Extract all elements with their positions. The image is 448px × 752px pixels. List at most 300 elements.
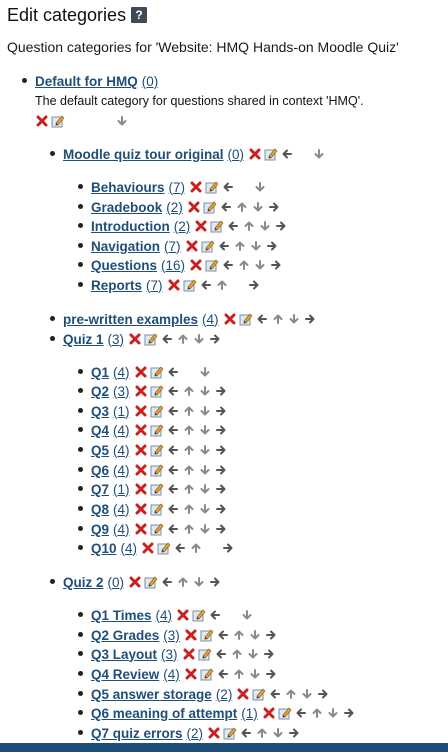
move-down-icon[interactable]	[198, 522, 212, 536]
list-bullet	[50, 316, 55, 321]
category-link[interactable]: Navigation	[91, 238, 161, 254]
move-right-icon[interactable]	[342, 706, 356, 720]
move-right-icon[interactable]	[269, 258, 283, 272]
move-right-icon[interactable]	[214, 502, 228, 516]
list-bullet	[78, 632, 83, 637]
list-bullet	[78, 427, 83, 432]
edit-icon[interactable]	[198, 647, 212, 661]
move-down-icon[interactable]	[192, 332, 206, 346]
page-subtitle: Question categories for 'Website: HMQ Hands-on Moodle Quiz'	[7, 39, 399, 55]
move-up-icon[interactable]	[215, 278, 229, 292]
move-down-icon[interactable]	[248, 667, 262, 681]
category-row	[63, 310, 319, 328]
move-left-icon[interactable]	[226, 219, 240, 233]
edit-icon[interactable]	[150, 502, 164, 516]
category-link[interactable]: Q1	[91, 364, 110, 380]
icon-spacer	[99, 114, 113, 128]
delete-icon[interactable]	[262, 706, 276, 720]
category-row	[91, 480, 230, 498]
category-row	[91, 421, 230, 439]
delete-icon[interactable]	[141, 541, 155, 555]
category-link[interactable]: Q2	[91, 383, 110, 399]
category-actions	[182, 647, 278, 661]
move-right-icon[interactable]	[214, 463, 228, 477]
category-actions	[248, 147, 328, 161]
edit-icon[interactable]	[150, 463, 164, 477]
edit-icon[interactable]	[157, 541, 171, 555]
question-count-link[interactable]: (3)	[161, 646, 178, 662]
category-link[interactable]: Q4 Review	[91, 666, 160, 682]
edit-icon[interactable]	[150, 423, 164, 437]
page-header	[7, 4, 147, 26]
edit-icon[interactable]	[200, 667, 214, 681]
category-actions	[128, 575, 224, 589]
category-actions	[134, 404, 230, 418]
category-link[interactable]: Q5 answer storage	[91, 686, 212, 702]
question-count-link[interactable]: (7)	[168, 179, 186, 195]
category-actions	[194, 219, 290, 233]
move-up-icon[interactable]	[176, 332, 190, 346]
category-link[interactable]: Q7 quiz errors	[91, 725, 183, 741]
category-link[interactable]: Moodle quiz tour original	[63, 146, 224, 162]
list-bullet	[78, 262, 83, 267]
edit-icon[interactable]	[239, 312, 253, 326]
delete-icon[interactable]	[189, 180, 203, 194]
edit-icon[interactable]	[144, 332, 158, 346]
category-row	[91, 500, 230, 518]
question-count-link[interactable]: (4)	[155, 607, 173, 623]
move-up-icon[interactable]	[182, 522, 196, 536]
move-left-icon[interactable]	[166, 365, 180, 379]
list-bullet	[78, 282, 83, 287]
category-link[interactable]: Quiz 2	[63, 574, 104, 590]
question-count-link[interactable]: (0)	[107, 574, 125, 590]
list-bullet	[78, 447, 83, 452]
list-bullet	[78, 486, 83, 491]
category-actions	[187, 200, 283, 214]
category-actions	[262, 706, 358, 720]
move-up-icon[interactable]	[255, 726, 269, 740]
move-down-icon[interactable]	[248, 628, 262, 642]
move-right-icon[interactable]	[221, 541, 235, 555]
category-description: The default category for questions shared in context 'HMQ'.	[35, 94, 364, 108]
list-bullet	[78, 651, 83, 656]
move-down-icon[interactable]	[198, 404, 212, 418]
move-right-icon[interactable]	[214, 423, 228, 437]
question-count-link[interactable]: (0)	[227, 146, 244, 162]
page-title: Edit categories	[7, 5, 127, 25]
category-row-default	[35, 72, 158, 90]
question-count-link[interactable]: (2)	[173, 218, 191, 234]
edit-icon[interactable]	[278, 706, 292, 720]
move-left-icon[interactable]	[221, 258, 235, 272]
move-up-icon[interactable]	[182, 404, 196, 418]
move-down-icon[interactable]	[198, 423, 212, 437]
delete-icon[interactable]	[187, 200, 201, 214]
move-down-icon[interactable]	[258, 219, 272, 233]
move-right-icon[interactable]	[214, 443, 228, 457]
move-down-icon[interactable]	[253, 258, 267, 272]
move-down-icon[interactable]	[271, 726, 285, 740]
move-up-icon[interactable]	[237, 258, 251, 272]
icon-spacer	[237, 180, 251, 194]
move-down-icon[interactable]	[198, 365, 212, 379]
move-left-icon[interactable]	[166, 423, 180, 437]
move-right-icon[interactable]	[214, 482, 228, 496]
category-row	[91, 441, 230, 459]
move-left-icon[interactable]	[216, 628, 230, 642]
icon-spacer	[231, 278, 245, 292]
category-row	[91, 178, 269, 196]
move-down-icon[interactable]	[287, 312, 301, 326]
category-row	[91, 724, 303, 742]
move-right-icon[interactable]	[247, 278, 261, 292]
question-count-link[interactable]: (4)	[113, 501, 130, 517]
edit-icon[interactable]	[150, 365, 164, 379]
question-count-link[interactable]: (1)	[113, 403, 130, 419]
move-left-icon[interactable]	[216, 667, 230, 681]
move-down-icon[interactable]	[300, 687, 314, 701]
move-down-icon[interactable]	[249, 239, 263, 253]
category-actions	[128, 332, 224, 346]
category-row	[91, 198, 283, 216]
question-count-link[interactable]: (16)	[161, 257, 186, 273]
delete-icon[interactable]	[128, 332, 142, 346]
move-down-icon[interactable]	[198, 463, 212, 477]
category-row	[91, 626, 280, 644]
list-bullet	[78, 204, 83, 209]
move-up-icon[interactable]	[232, 667, 246, 681]
category-link[interactable]: Q10	[91, 540, 117, 556]
move-left-icon[interactable]	[160, 332, 174, 346]
category-link[interactable]: Questions	[91, 257, 158, 273]
category-row	[91, 237, 281, 255]
category-row	[91, 217, 290, 235]
delete-icon[interactable]	[128, 575, 142, 589]
move-right-icon[interactable]	[264, 667, 278, 681]
question-count-link[interactable]: (4)	[163, 666, 180, 682]
edit-icon[interactable]	[264, 147, 278, 161]
category-link[interactable]: Q3	[91, 403, 110, 419]
category-row	[63, 573, 224, 591]
move-right-icon[interactable]	[265, 239, 279, 253]
category-row	[91, 606, 256, 624]
move-up-icon[interactable]	[182, 443, 196, 457]
move-up-icon[interactable]	[176, 575, 190, 589]
category-link[interactable]: Gradebook	[91, 199, 163, 215]
edit-icon[interactable]	[210, 219, 224, 233]
move-up-icon[interactable]	[310, 706, 324, 720]
move-left-icon[interactable]	[217, 239, 231, 253]
edit-icon[interactable]	[205, 258, 219, 272]
list-bullet	[78, 730, 83, 735]
delete-icon[interactable]	[182, 647, 196, 661]
edit-icon[interactable]	[150, 522, 164, 536]
delete-icon[interactable]	[134, 502, 148, 516]
category-row	[91, 704, 358, 722]
move-left-icon[interactable]	[173, 541, 187, 555]
delete-icon[interactable]	[223, 312, 237, 326]
move-left-icon[interactable]	[294, 706, 308, 720]
category-actions	[184, 667, 280, 681]
list-bullet	[78, 710, 83, 715]
move-up-icon[interactable]	[232, 628, 246, 642]
move-up-icon[interactable]	[230, 647, 244, 661]
move-right-icon[interactable]	[214, 384, 228, 398]
move-left-icon[interactable]	[166, 482, 180, 496]
icon-spacer	[205, 541, 219, 555]
move-down-icon[interactable]	[240, 608, 254, 622]
icon-spacer	[296, 147, 310, 161]
move-up-icon[interactable]	[284, 687, 298, 701]
move-down-icon[interactable]	[251, 200, 265, 214]
category-actions	[176, 608, 256, 622]
move-down-icon[interactable]	[326, 706, 340, 720]
category-link[interactable]: Q6 meaning of attempt	[91, 705, 238, 721]
move-left-icon[interactable]	[160, 575, 174, 589]
category-actions	[207, 726, 303, 740]
move-up-icon[interactable]	[242, 219, 256, 233]
question-count-link[interactable]: (4)	[120, 540, 138, 556]
category-actions	[189, 180, 269, 194]
move-left-icon[interactable]	[166, 502, 180, 516]
category-actions	[189, 258, 285, 272]
category-actions	[185, 239, 281, 253]
category-row	[91, 256, 285, 274]
move-left-icon[interactable]	[166, 404, 180, 418]
question-count-link[interactable]: (4)	[202, 311, 219, 327]
move-left-icon[interactable]	[166, 463, 180, 477]
move-up-icon[interactable]	[182, 482, 196, 496]
move-right-icon[interactable]	[303, 312, 317, 326]
move-right-icon[interactable]	[287, 726, 301, 740]
edit-icon[interactable]	[203, 200, 217, 214]
delete-icon[interactable]	[35, 114, 49, 128]
delete-icon[interactable]	[134, 522, 148, 536]
delete-icon[interactable]	[134, 443, 148, 457]
move-left-icon[interactable]	[219, 200, 233, 214]
move-right-icon[interactable]	[316, 687, 330, 701]
move-right-icon[interactable]	[267, 200, 281, 214]
delete-icon[interactable]	[194, 219, 208, 233]
edit-icon[interactable]	[223, 726, 237, 740]
category-actions	[236, 687, 332, 701]
edit-icon[interactable]	[183, 278, 197, 292]
category-row	[91, 382, 230, 400]
delete-icon[interactable]	[185, 239, 199, 253]
category-row	[91, 665, 280, 683]
category-row	[63, 145, 328, 163]
category-link[interactable]: Default for HMQ	[35, 73, 138, 89]
list-bullet	[78, 408, 83, 413]
list-bullet	[78, 671, 83, 676]
move-up-icon[interactable]	[182, 463, 196, 477]
edit-icon[interactable]	[201, 239, 215, 253]
move-up-icon[interactable]	[233, 239, 247, 253]
move-right-icon[interactable]	[208, 575, 222, 589]
move-left-icon[interactable]	[166, 522, 180, 536]
category-actions	[141, 541, 237, 555]
question-count-link[interactable]: (1)	[241, 705, 258, 721]
category-row	[91, 276, 263, 294]
move-left-icon[interactable]	[214, 647, 228, 661]
move-down-icon[interactable]	[115, 114, 129, 128]
category-row	[91, 363, 214, 381]
move-down-icon[interactable]	[253, 180, 267, 194]
category-actions	[184, 628, 280, 642]
list-bullet	[78, 526, 83, 531]
question-count-link[interactable]: (4)	[113, 462, 130, 478]
help-icon[interactable]: ?	[131, 7, 147, 23]
move-up-icon[interactable]	[182, 423, 196, 437]
category-row	[91, 645, 278, 663]
move-down-icon[interactable]	[198, 502, 212, 516]
move-left-icon[interactable]	[208, 608, 222, 622]
category-link[interactable]: Q7	[91, 481, 110, 497]
category-actions	[134, 502, 230, 516]
list-bullet	[78, 612, 83, 617]
category-link[interactable]: Q8	[91, 501, 110, 517]
category-link[interactable]: Q6	[91, 462, 110, 478]
question-count-link[interactable]: (2)	[166, 199, 183, 215]
category-actions-default	[31, 112, 131, 130]
category-link[interactable]: Introduction	[91, 218, 170, 234]
move-down-icon[interactable]	[198, 443, 212, 457]
category-link[interactable]: Q2 Grades	[91, 627, 160, 643]
edit-icon[interactable]	[150, 482, 164, 496]
question-count-link[interactable]: (4)	[113, 521, 130, 537]
category-row	[63, 330, 224, 348]
question-count-link[interactable]: (3)	[163, 627, 180, 643]
move-left-icon[interactable]	[166, 384, 180, 398]
move-left-icon[interactable]	[280, 147, 294, 161]
question-count-link[interactable]: (4)	[113, 364, 130, 380]
edit-icon[interactable]	[150, 443, 164, 457]
question-count-link[interactable]: (2)	[186, 725, 204, 741]
question-count-link[interactable]: (7)	[146, 277, 163, 293]
category-row	[91, 461, 230, 479]
move-left-icon[interactable]	[239, 726, 253, 740]
move-right-icon[interactable]	[274, 219, 288, 233]
delete-icon[interactable]	[134, 384, 148, 398]
category-actions	[35, 114, 131, 128]
move-right-icon[interactable]	[262, 647, 276, 661]
question-count-link[interactable]: (0)	[141, 73, 159, 89]
delete-icon[interactable]	[248, 147, 262, 161]
move-down-icon[interactable]	[198, 482, 212, 496]
icon-spacer	[182, 365, 196, 379]
category-link[interactable]: Q5	[91, 442, 110, 458]
delete-icon[interactable]	[134, 404, 148, 418]
edit-icon[interactable]	[150, 384, 164, 398]
list-bullet	[78, 388, 83, 393]
move-down-icon[interactable]	[198, 384, 212, 398]
question-count-link[interactable]: (2)	[215, 686, 233, 702]
move-right-icon[interactable]	[214, 404, 228, 418]
move-down-icon[interactable]	[312, 147, 326, 161]
category-actions	[167, 278, 263, 292]
edit-icon[interactable]	[205, 180, 219, 194]
edit-icon[interactable]	[252, 687, 266, 701]
list-bullet	[78, 467, 83, 472]
delete-icon[interactable]	[236, 687, 250, 701]
category-actions	[134, 384, 230, 398]
question-count-link[interactable]: (3)	[113, 383, 130, 399]
list-bullet	[50, 579, 55, 584]
delete-icon[interactable]	[134, 482, 148, 496]
move-up-icon[interactable]	[182, 502, 196, 516]
move-left-icon[interactable]	[268, 687, 282, 701]
delete-icon[interactable]	[176, 608, 190, 622]
category-link[interactable]: Behaviours	[91, 179, 165, 195]
icon-spacer	[67, 114, 81, 128]
move-left-icon[interactable]	[221, 180, 235, 194]
delete-icon[interactable]	[134, 463, 148, 477]
edit-icon[interactable]	[51, 114, 65, 128]
question-count-link[interactable]: (3)	[107, 331, 125, 347]
category-link[interactable]: Q9	[91, 521, 110, 537]
category-actions	[134, 522, 230, 536]
category-link[interactable]: Q4	[91, 422, 110, 438]
delete-icon[interactable]	[184, 628, 198, 642]
list-bullet	[78, 545, 83, 550]
delete-icon[interactable]	[184, 667, 198, 681]
move-up-icon[interactable]	[271, 312, 285, 326]
category-link[interactable]: pre-written examples	[63, 311, 199, 327]
question-count-link[interactable]: (1)	[113, 481, 130, 497]
move-up-icon[interactable]	[189, 541, 203, 555]
delete-icon[interactable]	[134, 365, 148, 379]
list-bullet	[78, 506, 83, 511]
edit-icon[interactable]	[150, 404, 164, 418]
delete-icon[interactable]	[134, 423, 148, 437]
category-link[interactable]: Q1 Times	[91, 607, 152, 623]
question-count-link[interactable]: (7)	[164, 238, 181, 254]
category-actions	[134, 423, 230, 437]
move-right-icon[interactable]	[208, 332, 222, 346]
edit-icon[interactable]	[200, 628, 214, 642]
delete-icon[interactable]	[167, 278, 181, 292]
move-right-icon[interactable]	[264, 628, 278, 642]
move-up-icon[interactable]	[182, 384, 196, 398]
icon-spacer	[224, 608, 238, 622]
move-left-icon[interactable]	[166, 443, 180, 457]
move-up-icon[interactable]	[235, 200, 249, 214]
move-down-icon[interactable]	[192, 575, 206, 589]
list-bullet	[78, 691, 83, 696]
question-count-link[interactable]: (4)	[113, 442, 130, 458]
category-row	[91, 520, 230, 538]
move-down-icon[interactable]	[246, 647, 260, 661]
category-link[interactable]: Reports	[91, 277, 143, 293]
category-link[interactable]: Quiz 1	[63, 331, 104, 347]
icon-spacer	[83, 114, 97, 128]
list-bullet	[22, 78, 27, 83]
move-left-icon[interactable]	[199, 278, 213, 292]
category-row	[91, 402, 230, 420]
question-count-link[interactable]: (4)	[113, 422, 130, 438]
category-link[interactable]: Q3 Layout	[91, 646, 158, 662]
edit-icon[interactable]	[144, 575, 158, 589]
edit-icon[interactable]	[192, 608, 206, 622]
category-actions	[134, 463, 230, 477]
delete-icon[interactable]	[207, 726, 221, 740]
delete-icon[interactable]	[189, 258, 203, 272]
move-left-icon[interactable]	[255, 312, 269, 326]
move-right-icon[interactable]	[214, 522, 228, 536]
list-bullet	[50, 336, 55, 341]
list-bullet	[78, 243, 83, 248]
